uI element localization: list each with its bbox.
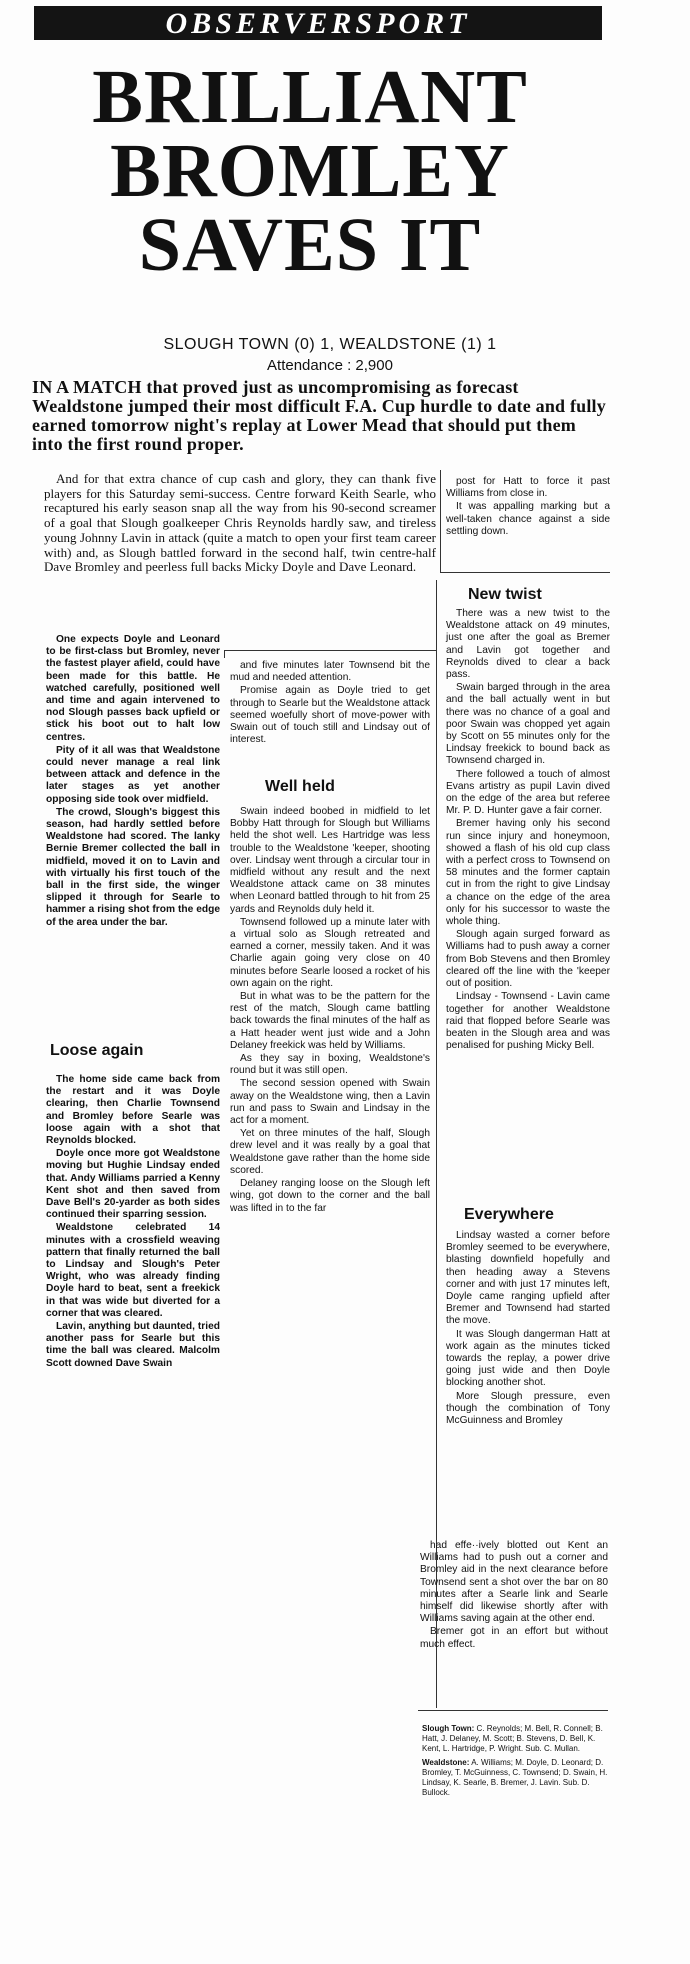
lineup-players: A. Williams; M. Doyle, D. Leonard; D. Bromley, T. McGuinness, C. Townsend; D. Swain, H. Lindsay, K. Searle, B. Bremer, J. Lavin. Sub. D. Bullock. — [422, 1758, 608, 1797]
headline — [60, 55, 560, 287]
paragraph: More Slough pressure, even though the combination of Tony McGuinness and Bromley — [446, 1390, 610, 1427]
column-rule — [440, 572, 610, 573]
column-3-final — [420, 1540, 608, 1652]
masthead: OBSERVERSPORT — [34, 6, 602, 40]
column-3-everywhere — [446, 1230, 610, 1428]
paragraph: The second session opened with Swain away on the Wealdstone wing, then a Lavin run and pass to Swain and Lindsay in the act for a moment. — [230, 1078, 430, 1127]
paragraph: As they say in boxing, Wealdstone's round but it was still open. — [230, 1053, 430, 1077]
column-2-continued — [230, 806, 430, 1216]
paragraph: post for Hatt to force it past Williams from close in. — [446, 476, 610, 500]
paragraph: Delaney ranging loose on the Slough left wing, got down to the corner and the ball was lifted in to the far — [230, 1178, 430, 1214]
paragraph: Yet on three minutes of the half, Slough drew level and it was really by a goal that Wealdstone gave rather than the home side scored. — [230, 1128, 430, 1176]
paragraph: Bremer having only his second run since injury and honeymoon, showed a flash of his old cup class with a perfect cross to Townsend on 58 minutes and the former captain cut in from the right to give Lindsay a chance on the edge of the area only for his successor to waste the whole thing. — [446, 818, 610, 928]
column-1-continued — [46, 1074, 220, 1371]
lineup-slough — [422, 1724, 612, 1754]
headline-line-2: BROMLEY — [110, 129, 510, 213]
paragraph: It was appalling marking but a well-taken chance against a side settling down. — [446, 501, 610, 537]
paragraph: had effe··ively blotted out Kent an Williams had to push out a corner and Bromley aid in the next clearance before Townsend sent a shot over the bar on 80 minutes after a Searle link and Searle himself did likewise shortly after with Williams saving again at the other end. — [420, 1540, 608, 1625]
column-rule — [440, 470, 441, 572]
paragraph: The home side came back from the restart and it was Doyle clearing, then Charlie Townsend and Bromley before Searle was loose again with a shot that Reynolds blocked. — [46, 1074, 220, 1147]
lineup-label: Wealdstone: — [422, 1758, 470, 1767]
paragraph: The crowd, Slough's biggest this season, had hardly settled before Wealdstone had scored. The lanky Bernie Bremer collected the ball in midfield, moved it on to Lavin and with virtually his first touch of the ball in the first side, the winger slipped it through for Searle to hammer a rising shot from the edge of the area under the bar. — [46, 806, 220, 928]
lineup-wealdstone — [422, 1758, 612, 1798]
column-2 — [230, 660, 430, 747]
lineup-label: Slough Town: — [422, 1724, 475, 1733]
column-1 — [46, 634, 220, 930]
paragraph: But in what was to be the pattern for the rest of the match, Slough came battling back towards the final minutes of the half as a Hatt header went just wide and a John Delaney freekick was held by Williams. — [230, 991, 430, 1051]
column-rule — [224, 650, 225, 658]
paragraph: It was Slough dangerman Hatt at work again as the minutes ticked towards the replay, a power drive going just wide and then Doyle blocking another shot. — [446, 1328, 610, 1389]
paragraph: Doyle once more got Wealdstone moving but Hughie Lindsay ended that. Andy Williams parried a Kenny Kent shot and then saved from Dave Bell's 20-yarder as both sides continued their sparring session. — [46, 1148, 220, 1221]
paragraph: Swain indeed boobed in midfield to let Bobby Hatt through for Slough but Williams held the shot well. Les Hartridge was less trouble to the Wealdstone 'keeper, shooting over. Lindsay went through a circular tour in midfield without any result and the next Wealdstone attack came on 38 minutes when Leonard battled through to hit from 25 yards and Reynolds duly held it. — [230, 806, 430, 915]
column-3-continued — [446, 608, 610, 1053]
paragraph: Slough again surged forward as Williams had to push away a corner from Bob Stevens and then Bromley cleared off the line with the 'keeper out of position. — [446, 929, 610, 990]
column-3 — [446, 476, 610, 539]
headline-line-1: BRILLIANT — [92, 55, 528, 139]
headline-line-3: SAVES IT — [138, 203, 482, 287]
paragraph: Townsend followed up a minute later with a virtual solo as Slough retreated and earned a corner, messily taken. And it was Charlie again going very close on 40 minutes before Searle loosed a rocket of his own again on the right. — [230, 916, 430, 989]
lineup-players: C. Reynolds; M. Bell, R. Connell; B. Hatt, J. Delaney, M. Scott; B. Stevens, D. Bell, K. Kent, L. Hartridge, P. Wright. Sub. C. Mullan. — [422, 1724, 603, 1753]
paragraph: Wealdstone celebrated 14 minutes with a crossfield weaving pattern that finally returned the ball to Lindsay and Slough's Peter Wright, who was already finding Doyle hard to beat, sent a freekick in that was wide but diverted for a corner that was cleared. — [46, 1222, 220, 1319]
subhead-new-twist: New twist — [468, 586, 542, 603]
column-rule — [224, 650, 436, 651]
attendance: Attendance : 2,900 — [267, 357, 393, 374]
paragraph: Lavin, anything but daunted, tried another pass for Searle but this time the ball was cleared. Malcolm Scott downed Dave Swain — [46, 1321, 220, 1369]
paragraph: Lindsay wasted a corner before Bromley seemed to be everywhere, blasting downfield hopefully and then heading away a Stevens corner and with just 17 minutes left, Doyle came ranging upfield after Bremer and Townsend had started the move. — [446, 1230, 610, 1327]
subhead-well-held: Well held — [265, 778, 335, 795]
column-rule — [418, 1710, 608, 1711]
column-rule — [436, 580, 437, 1708]
paragraph: One expects Doyle and Leonard to be first-class but Bromley, never the fastest player afield, could have been made for this battle. He watched carefully, positioned well and time and again intervened to nod Slough passes back upfield or stick his boot out to halt low centres. — [46, 634, 220, 743]
scoreline: SLOUGH TOWN (0) 1, WEALDSTONE (1) 1 — [163, 336, 497, 353]
paragraph: Bremer got in an effort but without much effect. — [420, 1626, 608, 1650]
paragraph: There followed a touch of almost Evans artistry as pupil Lavin dived on the edge of the area but referee Mr. P. D. Hunter gave a fair corner. — [446, 768, 610, 817]
lead-text: And for that extra chance of cup cash and glory, they can thank five players for this Saturday semi-success. Centre forward Keith Searle, who recaptured his early season snap all the way from his 90-second screamer of a goal that Slough goalkeeper Chris Reynolds hardly saw, and tireless young Johnny Lavin in attack (quite a match to open your first team career with) and, as Slough battled forward in the second half, twin centre-half Dave Bromley and peerless full backs Micky Doyle and Dave Leonard. — [44, 471, 436, 575]
subhead-loose-again: Loose again — [50, 1042, 144, 1059]
subhead-everywhere: Everywhere — [464, 1206, 554, 1223]
lead-paragraph — [44, 472, 436, 575]
paragraph: and five minutes later Townsend bit the mud and needed attention. — [230, 660, 430, 684]
team-lineups — [422, 1724, 612, 1802]
intro-paragraph: IN A MATCH that proved just as uncompromising as forecast Wealdstone jumped their most difficult F.A. Cup hurdle to date and fully earned tomorrow night's replay at Lower Mead that should put them into the first round proper. — [32, 377, 606, 454]
paragraph: Swain barged through in the area and the ball actually went in but there was no chance of a goal and poor Swain was chopped yet again by Scott on 55 minutes only for the Lindsay freekick to bound back as Townsend charged in. — [446, 682, 610, 767]
paragraph: Lindsay - Townsend - Lavin came together for another Wealdstone raid that flopped before Searle was beaten in the Slough area and was penalised for pushing Micky Bell. — [446, 991, 610, 1052]
paragraph: Promise again as Doyle tried to get through to Searle but the Wealdstone attack seemed woefully short of move-power with Swain out of touch still and Lindsay out of interest. — [230, 685, 430, 746]
paragraph: There was a new twist to the Wealdstone attack on 49 minutes, just one after the goal as Bremer and Lavin got together and Reynolds dived to clear a back pass. — [446, 608, 610, 681]
paragraph: Pity of it all was that Wealdstone could never manage a real link between attack and defence in the later stages as yet another opposing side took over midfield. — [46, 744, 220, 805]
